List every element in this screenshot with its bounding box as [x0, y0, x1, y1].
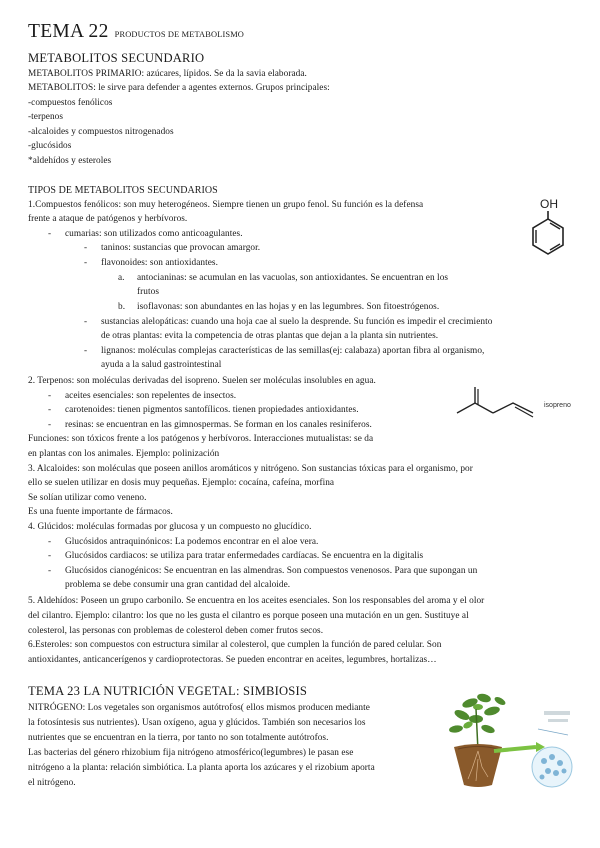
section-heading-tipos: TIPOS DE METABOLITOS SECUNDARIOS: [28, 185, 218, 196]
text-line: 1.Compuestos fenólicos: son muy heterogéneos. Siempre tienen un grupo fenol. Su función es la defensa: [28, 200, 424, 210]
list-item: flavonoides: son antioxidantes.: [101, 258, 218, 268]
text-line: Es una fuente importante de fármacos.: [28, 507, 173, 517]
text-line: -glucósidos: [28, 141, 72, 151]
text-line: nutrientes que se encuentran en la tierra, por tanto no son totalmente autótrofos.: [28, 733, 329, 743]
page-title: [28, 21, 244, 43]
text-line: Las bacterias del género rhizobium fija nitrógeno atmosférico(legumbres) le pasan ese: [28, 748, 354, 758]
isoprene-structure-image: [453, 383, 575, 429]
list-bullet: -: [84, 317, 88, 327]
list-item: lignanos: moléculas complejas características de las semillas(ej: calabaza) aportan fibra al organismo,: [101, 346, 485, 356]
symbiosis-illustration: [448, 689, 578, 791]
list-bullet: -: [48, 420, 52, 430]
text-line: la fotosíntesis sus nutrientes). Usan oxígeno, agua y glúcidos. También son necesarios los: [28, 718, 366, 728]
list-bullet: -: [48, 551, 52, 561]
list-item-continued: frutos: [137, 287, 159, 297]
list-item-continued: ayuda a la salud gastrointestinal: [101, 360, 222, 370]
text-line: nitrógeno a la planta: relación simbiótica. La planta aporta los azúcares y el rizobium aporta: [28, 763, 375, 773]
text-line: 4. Glúcidos: moléculas formadas por glucosa y un compuesto no glucídico.: [28, 522, 312, 532]
text-line: 6.Esteroles: son compuestos con estructura similar al colesterol, que cumplen la función de pared celular. Son: [28, 640, 442, 650]
list-item: Glucósidos antraquinónicos: La podemos encontrar en el aloe vera.: [65, 537, 319, 547]
text-line: 2. Terpenos: son moléculas derivadas del isopreno. Suelen ser moléculas insolubles en agua.: [28, 376, 376, 386]
list-bullet: -: [48, 405, 52, 415]
text-line: colesterol, las personas con problemas de colesterol deben comer frutos secos.: [28, 626, 324, 636]
phenol-oh-label: OH: [540, 197, 558, 211]
text-line: 3. Alcaloides: son moléculas que poseen anillos aromáticos y nitrógeno. Son sustancias tóxicas para el organismo, por: [28, 464, 473, 474]
list-item: Glucósidos cardiacos: se utiliza para tratar enfermedades cardíacas. Se encuentra en la digitalis: [65, 551, 424, 561]
list-bullet: -: [84, 346, 88, 356]
list-item: Glucósidos cianogénicos: Se encuentran en las almendras. Son compuestos venenosos. Para que supongan un: [65, 566, 478, 576]
text-line: en plantas con los animales. Ejemplo: polinización: [28, 449, 220, 459]
text-line: -alcaloides y compuestos nitrogenados: [28, 127, 174, 137]
text-line: ello se suelen utilizar en dosis muy pequeñas. Ejemplo: cocaína, cafeína, morfina: [28, 478, 335, 488]
title-main: TEMA 22: [28, 21, 109, 42]
section-heading-tema23: TEMA 23 LA NUTRICIÓN VEGETAL: SIMBIOSIS: [28, 684, 308, 698]
list-item: taninos: sustancias que provocan amargor.: [101, 243, 261, 253]
list-item: aceites esenciales: son repelentes de insectos.: [65, 391, 237, 401]
text-line: -compuestos fenólicos: [28, 98, 113, 108]
list-bullet: -: [48, 537, 52, 547]
list-bullet: -: [48, 566, 52, 576]
list-item-continued: de otras plantas: evita la competencia de otras plantas que dejan a la planta sin nutrientes.: [101, 331, 439, 341]
list-marker: a.: [118, 273, 125, 283]
text-line: el nitrógeno.: [28, 778, 76, 788]
list-item: antocianinas: se acumulan en las vacuolas, son antioxidantes. Se encuentran en los: [137, 273, 449, 283]
list-marker: b.: [118, 302, 126, 312]
title-subtitle: PRODUCTOS DE METABOLISMO: [114, 30, 244, 39]
section-heading-metabolitos: METABOLITOS SECUNDARIO: [28, 51, 205, 65]
list-item: resinas: se encuentran en las gimnospermas. Se forman en los canales resiníferos.: [65, 420, 372, 430]
list-item-continued: problema se debe consumir una gran cantidad del alcaloide.: [65, 580, 291, 590]
text-line: *aldehídos y esteroles: [28, 156, 112, 166]
text-line: Funciones: son tóxicos frente a los patógenos y herbívoros. Interacciones mutualistas: se da: [28, 434, 374, 444]
list-item: isoflavonas: son abundantes en las hojas y en las legumbres. Son fitoestrógenos.: [137, 302, 440, 312]
list-item: carotenoides: tienen pigmentos santofílicos. tienen propiedades antioxidantes.: [65, 405, 359, 415]
list-bullet: -: [48, 391, 52, 401]
list-bullet: -: [84, 243, 88, 253]
list-bullet: -: [84, 258, 88, 268]
text-line: METABOLITOS PRIMARIO: azúcares, lípidos. Se da la savia elaborada.: [28, 69, 307, 79]
text-line: METABOLITOS: le sirve para defender a agentes externos. Grupos principales:: [28, 83, 330, 93]
text-line: -terpenos: [28, 112, 64, 122]
text-line: frente a ataque de patógenos y herbívoros.: [28, 214, 188, 224]
isoprene-label: isopreno: [544, 402, 571, 409]
list-item: cumarias: son utilizados como anticoagulantes.: [65, 229, 243, 239]
text-line: antioxidantes, anticancerígenos y cardioprotectoras. Se pueden encontrar en aceites, legumbres, hortalizas…: [28, 655, 437, 665]
list-bullet: -: [48, 229, 52, 239]
text-line: del cilantro. Ejemplo: cilantro: los que no les gusta el cilantro es porque poseen una mutación en un gen. Sustituye al: [28, 611, 469, 621]
phenol-structure-image: [521, 193, 575, 259]
text-line: 5. Aldehídos: Poseen un grupo carbonilo. Se encuentra en los aceites esenciales. Son los responsables del aroma y el olor: [28, 596, 485, 606]
list-item: sustancias alelopáticas: cuando una hoja cae al suelo la desprende. Su función es impedir el crecimiento: [101, 317, 493, 327]
text-line: NITRÓGENO: Los vegetales son organismos autótrofos( ellos mismos producen mediante: [28, 703, 370, 713]
text-line: Se solían utilizar como veneno.: [28, 493, 147, 503]
